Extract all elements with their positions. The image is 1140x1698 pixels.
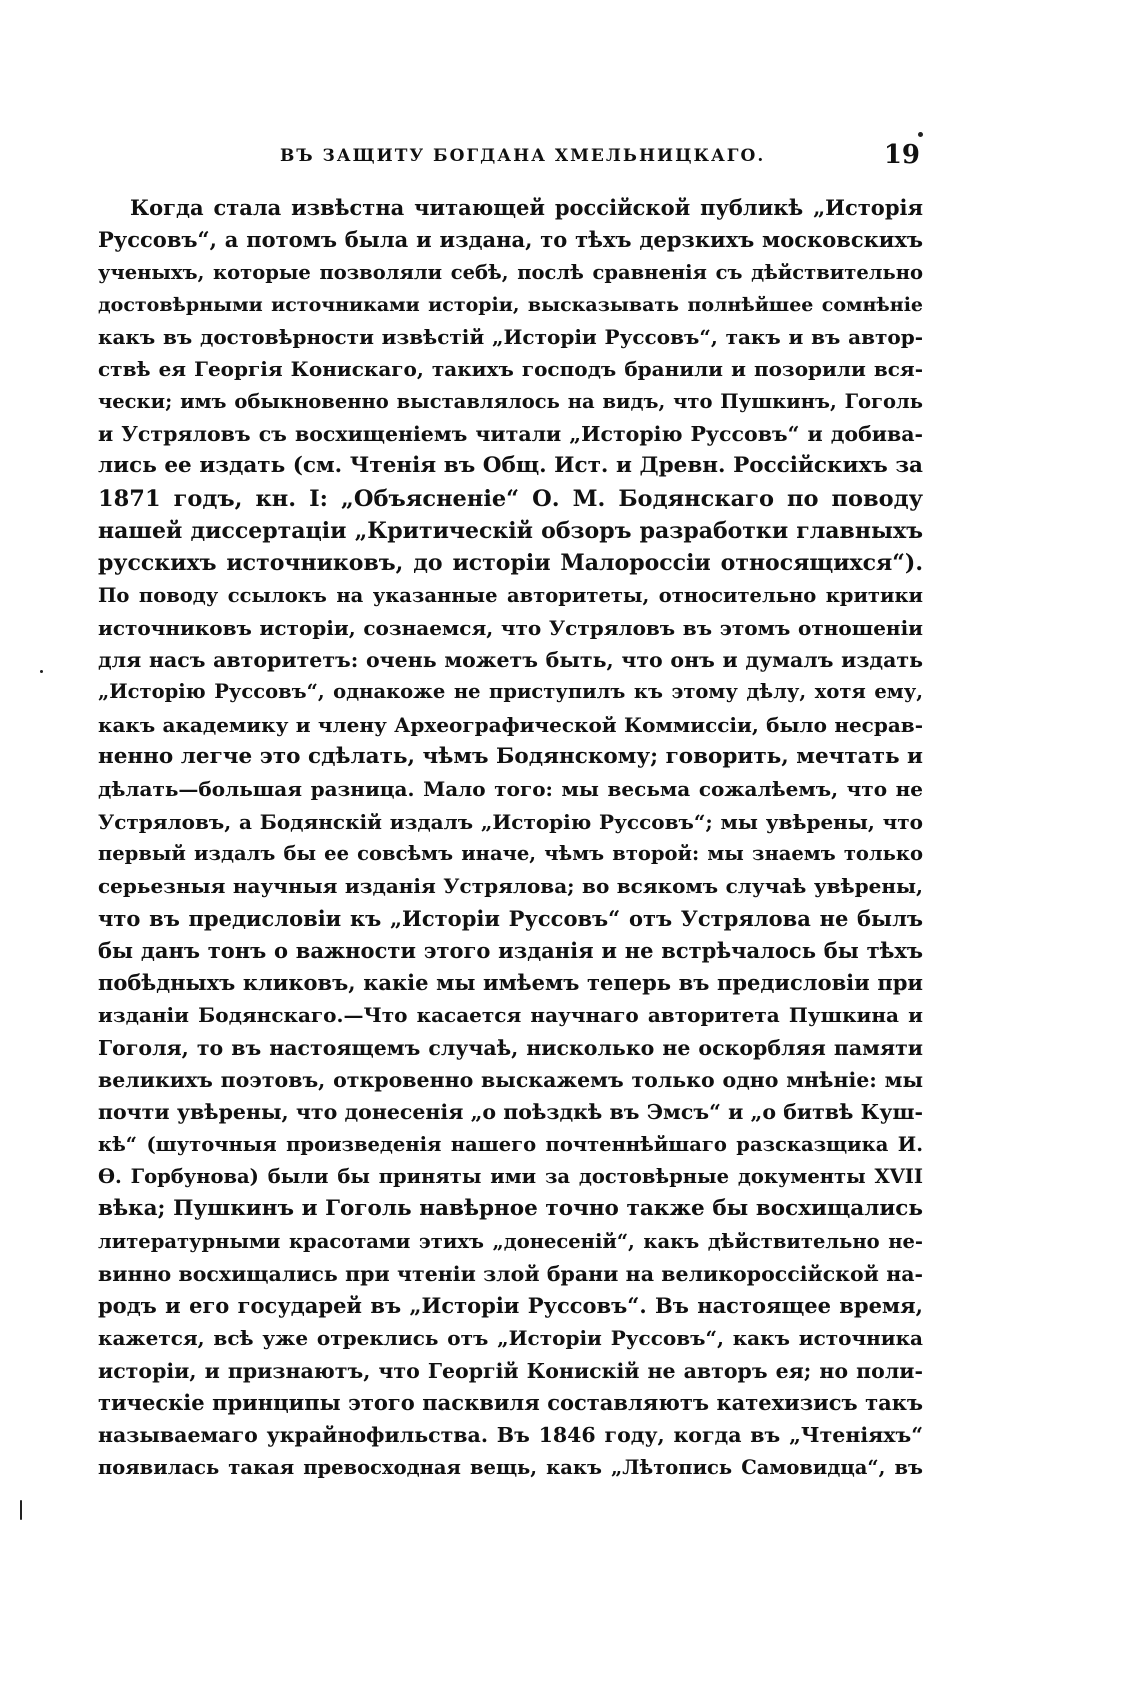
text-line: тическіе принципы этого пасквиля составляютъ катехизисъ такъ <box>98 1389 923 1415</box>
text-line: родъ и его государей въ „Исторіи Руссовъ“. Въ настоящее время, <box>98 1293 923 1319</box>
text-line: для насъ авторитетъ: очень можетъ быть, что онъ и думалъ издать <box>98 648 923 673</box>
text-line: чески; имъ обыкновенно выставлялось на видъ, что Пушкинъ, Гоголь <box>98 389 923 413</box>
text-line: кѣ“ (шуточныя произведенія нашего почтеннѣйшаго разсказщика И. <box>98 1132 923 1156</box>
page-header <box>100 140 920 176</box>
text-line: дѣлать—большая разница. Мало того: мы весьма сожалѣемъ, что не <box>98 777 923 802</box>
text-line: Руссовъ“, а потомъ была и издана, то тѣхъ дерзкихъ московскихъ <box>98 227 923 253</box>
text-line: литературными красотами этихъ „донесеній“, какъ дѣйствительно не- <box>98 1229 923 1253</box>
text-line: кажется, всѣ уже отреклись отъ „Исторіи Руссовъ“, какъ источника <box>98 1326 923 1351</box>
text-line: „Исторію Руссовъ“, однакоже не приступилъ къ этому дѣлу, хотя ему, <box>98 680 923 704</box>
text-line: Ѳ. Горбунова) были бы приняты ими за достовѣрные документы XVII <box>98 1164 923 1188</box>
text-line: винно восхищались при чтеніи злой брани на великороссійской на- <box>98 1261 923 1286</box>
text-line: 1871 годъ, кн. I: „Объясненіе“ О. М. Бодянскаго по поводу <box>98 485 923 512</box>
text-line: нашей диссертаціи „Критическій обзоръ разработки главныхъ <box>98 517 923 544</box>
text-line: серьезныя научныя изданія Устрялова; во всякомъ случаѣ увѣрены, <box>98 874 923 899</box>
text-line: какъ академику и члену Археографической Коммиссіи, было несрав- <box>98 712 923 737</box>
text-line: ствѣ ея Георгія Конискаго, такихъ господъ бранили и позорили вся- <box>98 357 923 382</box>
text-line: лись ее издать (см. Чтенія въ Общ. Ист. и Древн. Россійскихъ за <box>98 453 923 479</box>
text-line: Когда стала извѣстна читающей россійской публикѣ „Исторія <box>130 195 923 220</box>
scan-speck <box>20 1500 22 1520</box>
text-line: какъ въ достовѣрности извѣстій „Исторіи Руссовъ“, такъ и въ автор- <box>98 325 923 350</box>
text-line: что въ предисловіи къ „Исторіи Руссовъ“ отъ Устрялова не былъ <box>98 905 923 931</box>
scan-speck <box>40 670 43 673</box>
text-line: ученыхъ, которые позволяли себѣ, послѣ сравненія съ дѣйствительно <box>98 260 923 284</box>
text-line: По поводу ссылокъ на указанные авторитеты, относительно критики <box>98 583 923 607</box>
body-text <box>98 192 923 1484</box>
text-line: бы данъ тонъ о важности этого изданія и не встрѣчалось бы тѣхъ <box>98 937 923 963</box>
text-line: Устряловъ, а Бодянскій издалъ „Исторію Руссовъ“; мы увѣрены, что <box>98 809 923 834</box>
text-line: ненно легче это сдѣлать, чѣмъ Бодянскому; говорить, мечтать и <box>98 744 923 770</box>
text-line: почти увѣрены, что донесенія „о поѣздкѣ въ Эмсъ“ и „о битвѣ Куш- <box>98 1100 923 1125</box>
text-line: появилась такая превосходная вещь, какъ „Лѣтопись Самовидца“, въ <box>98 1455 923 1479</box>
text-line: изданіи Бодянскаго.—Что касается научнаго авторитета Пушкина и <box>98 1003 923 1028</box>
running-title: ВЪ ЗАЩИТУ БОГДАНА ХМЕЛЬНИЦКАГО. <box>280 146 766 166</box>
text-line: Гоголя, то въ настоящемъ случаѣ, нисколько не оскорбляя памяти <box>98 1035 923 1060</box>
text-line: и Устряловъ съ восхищеніемъ читали „Исторію Руссовъ“ и добива- <box>98 422 923 447</box>
text-line: достовѣрными источниками исторіи, высказывать полнѣйшее сомнѣніе <box>98 293 923 316</box>
text-line: первый издалъ бы ее совсѣмъ иначе, чѣмъ второй: мы знаемъ только <box>98 841 923 865</box>
text-line: русскихъ источниковъ, до исторіи Малороссіи относящихся“). <box>98 550 923 577</box>
scan-speck <box>918 132 923 137</box>
text-line: вѣка; Пушкинъ и Гоголь навѣрное точно также бы восхищались <box>98 1196 923 1222</box>
page-number: 19 <box>883 140 920 170</box>
text-line: называемаго украйнофильства. Въ 1846 году, когда въ „Чтеніяхъ“ <box>98 1423 923 1448</box>
text-line: исторіи, и признаютъ, что Георгій Конискій не авторъ ея; но поли- <box>98 1358 923 1383</box>
text-line: побѣдныхъ кликовъ, какіе мы имѣемъ теперь въ предисловіи при <box>98 970 923 996</box>
text-line: великихъ поэтовъ, откровенно выскажемъ только одно мнѣніе: мы <box>98 1068 923 1093</box>
text-line: источниковъ исторіи, сознаемся, что Устряловъ въ этомъ отношеніи <box>98 615 923 640</box>
